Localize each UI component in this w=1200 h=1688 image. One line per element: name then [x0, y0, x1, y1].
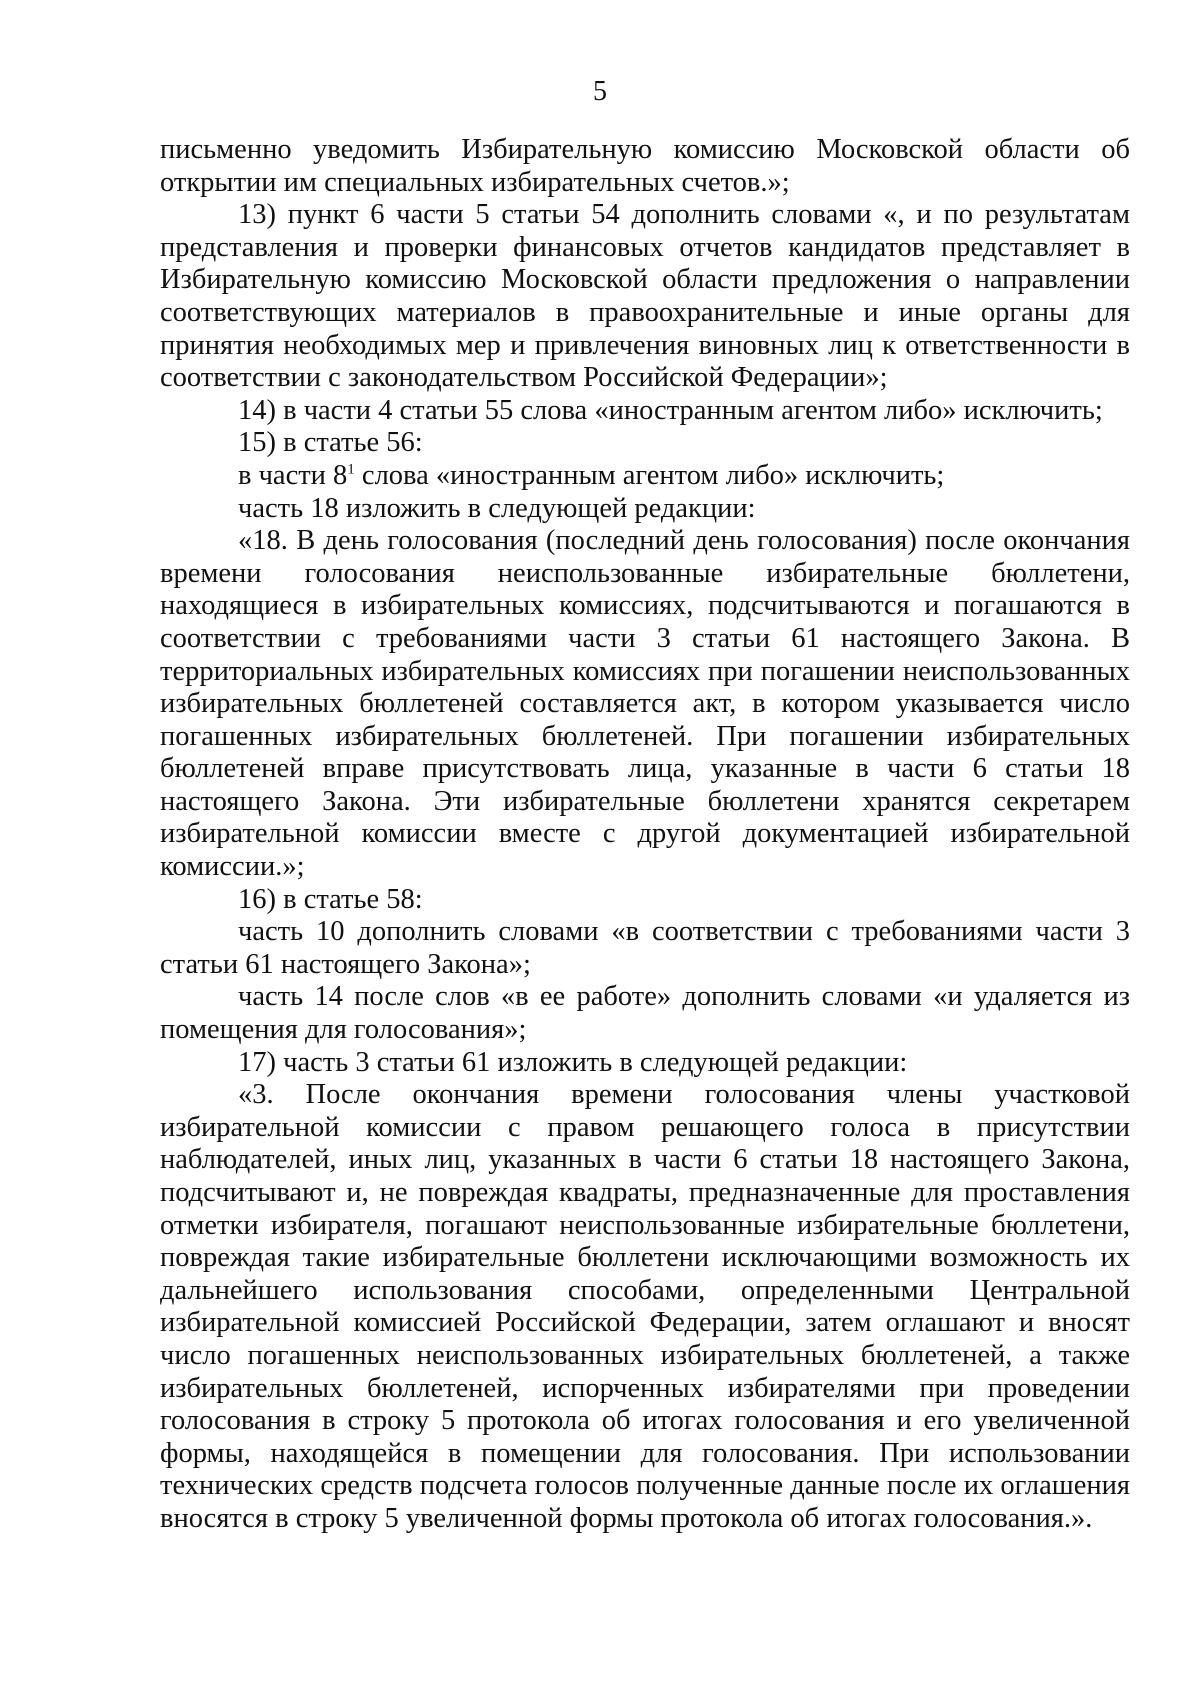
- paragraph-item-13: 13) пункт 6 части 5 статьи 54 дополнить словами «, и по результатам представления и проверки финансовых отчетов кандидатов представляет в Избирательную комиссию Московской области предложения о направлении соответствующих материалов в правоохранительные и иные органы для принятия необходимых мер и привлечения виновных лиц к ответственности в соответствии с законодательством Российской Федерации»;: [160, 199, 1130, 394]
- paragraph-item-16-part-14: часть 14 после слов «в ее работе» дополнить словами «и удаляется из помещения для голосования»;: [160, 981, 1130, 1046]
- paragraph-item-16-part-10: часть 10 дополнить словами «в соответствии с требованиями части 3 статьи 61 настоящего Закона»;: [160, 916, 1130, 980]
- paragraph-item-14: 14) в части 4 статьи 55 слова «иностранным агентом либо» исключить;: [238, 394, 1103, 426]
- page-number: 5: [593, 76, 607, 107]
- paragraph-item-15: 15) в статье 56:: [238, 427, 423, 459]
- paragraph-continuation: письменно уведомить Избирательную комиссию Московской области об открытии им специальных избирательных счетов.»;: [160, 134, 1130, 198]
- part-8-superscript: 1: [347, 461, 355, 478]
- document-body: [160, 134, 1130, 1536]
- paragraph-item-16: 16) в статье 58:: [238, 883, 423, 915]
- paragraph-item-15-part-18-text: «18. В день голосования (последний день голосования) после окончания времени голосования неиспользованные избирательные бюллетени, находящиеся в избирательных комиссиях, подсчитываются и погашаются в соответствии с требованиями части 3 статьи 61 настоящего Закона. В территориальных избирательных комиссиях при погашении неиспользованных избирательных бюллетеней составляется акт, в котором указывается число погашенных избирательных бюллетеней. При погашении избирательных бюллетеней вправе присутствовать лица, указанные в части 6 статьи 18 настоящего Закона. Эти избирательные бюллетени хранятся секретарем избирательной комиссии вместе с другой документацией избирательной комиссии.»;: [160, 525, 1130, 883]
- paragraph-item-17: 17) часть 3 статьи 61 изложить в следующей редакции:: [238, 1046, 908, 1078]
- paragraph-item-15-part-18-intro: часть 18 изложить в следующей редакции:: [238, 492, 756, 524]
- paragraph-item-15-part-8-1: [160, 460, 1130, 493]
- part-8-text-after: слова «иностранным агентом либо» исключить;: [354, 459, 945, 491]
- part-8-text-before: в части 8: [238, 459, 348, 491]
- paragraph-item-17-part-3-text: «3. После окончания времени голосования члены участковой избирательной комиссии с правом решающего голоса в присутствии наблюдателей, иных лиц, указанных в части 6 статьи 18 настоящего Закона, подсчитывают и, не повреждая квадраты, предназначенные для проставления отметки избирателя, погашают неиспользованные избирательные бюллетени, повреждая такие избирательные бюллетени исключающими возможность их дальнейшего использования способами, определенными Центральной избирательной комиссией Российской Федерации, затем оглашают и вносят число погашенных неиспользованных избирательных бюллетеней, а также избирательных бюллетеней, испорченных избирателями при проведении голосования в строку 5 протокола об итогах голосования и его увеличенной формы, находящейся в помещении для голосования. При использовании технических средств подсчета голосов полученные данные после их оглашения вносятся в строку 5 увеличенной формы протокола об итогах голосования.».: [160, 1079, 1130, 1534]
